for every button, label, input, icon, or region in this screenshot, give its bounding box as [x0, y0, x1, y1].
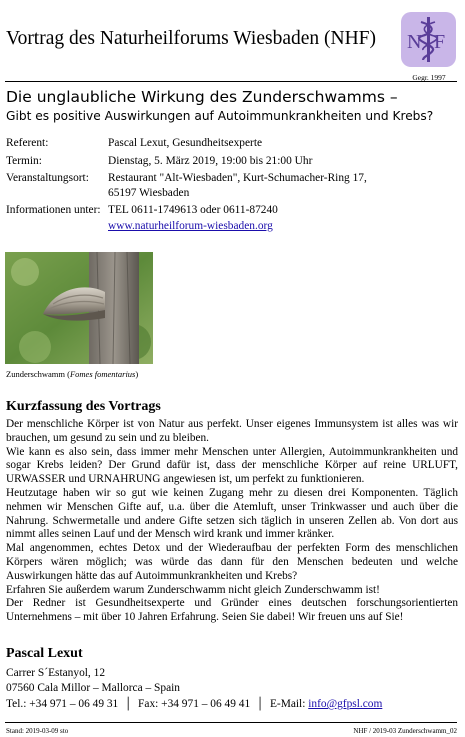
fax-number: Fax: +34 971 – 06 49 41 — [138, 698, 251, 710]
termin-label: Termin: — [6, 155, 42, 167]
summary-paragraph: Heutzutage haben wir so gut wie keinen Zugang mehr zu diesen drei Komponenten. Täglich nehmen wir Menschen Gifte auf, u.a. über die Atemluft, unser Trinkwasser und auch über die Nahrung. Schwermetalle und andere Gifte setzen sich täglich in unseren Zellen ab. Von dort aus nimmt alles seinen Lauf und der Mensch wird krank und immer kränker. — [6, 486, 458, 541]
footer-left: Stand: 2019-03-09 sto — [6, 727, 69, 735]
address-street: Carrer S´Estanyol, 12 — [6, 667, 106, 679]
nhf-logo — [401, 12, 456, 67]
event-title: Die unglaubliche Wirkung des Zunderschwamms – — [6, 88, 398, 106]
summary-body — [6, 418, 458, 625]
footer-divider — [5, 722, 457, 723]
summary-paragraph: Der Redner ist Gesundheitsexperte und Gründer eines deutschen forschungsorientierten Unternehmens – mit über 10 Jahren Erfahrung. Seien Sie dabei! Wir freuen uns auf Sie! — [6, 597, 458, 624]
separator: │ — [256, 698, 265, 710]
summary-heading: Kurzfassung des Vortrags — [6, 399, 161, 414]
email-label: E-Mail: — [269, 698, 306, 710]
email-link[interactable]: info@gfpsl.com — [308, 698, 383, 710]
event-subtitle: Gibt es positive Auswirkungen auf Autoimmunkrankheiten und Krebs? — [6, 109, 434, 123]
termin-value: Dienstag, 5. März 2019, 19:00 bis 21:00 Uhr — [108, 155, 313, 167]
svg-text:F: F — [434, 31, 446, 53]
venue-value: Restaurant "Alt-Wiesbaden", Kurt-Schumacher-Ring 17, — [108, 172, 367, 184]
address-city: 07560 Cala Millor – Mallorca – Spain — [6, 682, 180, 694]
info-label: Informationen unter: — [6, 204, 101, 216]
contact-line — [6, 697, 382, 712]
founded-year: Gegr. 1997 — [412, 73, 446, 82]
phone-number: Tel.: +34 971 – 06 49 31 — [6, 698, 119, 710]
header-divider — [5, 81, 457, 82]
referent-label: Referent: — [6, 137, 49, 149]
footer-right: NHF / 2019-03 Zunderschwamm_02 — [353, 727, 457, 735]
venue-label: Veranstaltungsort: — [6, 172, 89, 184]
svg-text:N: N — [407, 31, 422, 53]
info-phone: TEL 0611-1749613 oder 0611-87240 — [108, 204, 278, 216]
header-title: Vortrag des Naturheilforums Wiesbaden (NHF) — [6, 28, 376, 49]
caduceus-icon — [401, 12, 456, 67]
author-name: Pascal Lexut — [6, 646, 83, 661]
venue-city: 65197 Wiesbaden — [108, 187, 190, 199]
separator: │ — [124, 698, 133, 710]
referent-value: Pascal Lexut, Gesundheitsexperte — [108, 137, 263, 149]
website-link[interactable]: www.naturheilforum-wiesbaden.org — [108, 220, 273, 232]
fungus-photo — [5, 252, 153, 364]
summary-paragraph: Mal angenommen, echtes Detox und der Wiederaufbau der perfekten Form des menschlichen Körpers wären möglich; was würde das dann für den Menschen bedeuten und welche Auswirkungen hätte das auf Autoimmunkrankheiten und Krebs? — [6, 542, 458, 582]
summary-paragraph: Der menschliche Körper ist von Natur aus perfekt. Unser eigenes Immunsystem ist alles was wir brauchen, um gesund zu sein und zu bleiben. — [6, 418, 458, 444]
summary-paragraph: Wie kann es also sein, dass immer mehr Menschen unter Allergien, Autoimmunkrankheiten und sogar Krebs leiden? Der Grund dafür ist, dass der menschliche Körper auf reine URLUFT, URWASSER und URNAHRUNG angewiesen ist, um perfekt zu funktionieren. — [6, 445, 458, 486]
summary-paragraph: Erfahren Sie außerdem warum Zunderschwamm nicht gleich Zunderschwamm ist! — [6, 583, 380, 596]
photo-caption: Zunderschwamm (Fomes fomentarius) — [6, 369, 139, 379]
